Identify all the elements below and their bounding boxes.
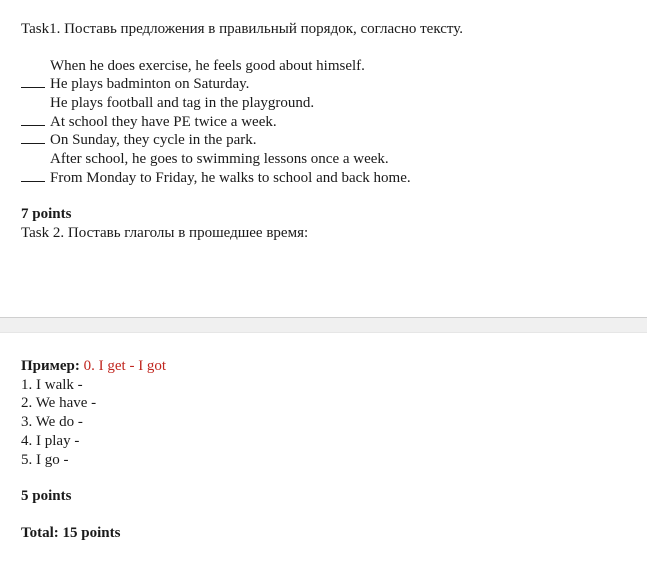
task1-title: Task1. Поставь предложения в правильный порядок, согласно тексту. [21, 21, 464, 37]
task1-sentence-1 [21, 57, 365, 75]
task2-item-4: 4. I play - [21, 433, 80, 449]
task2-item-1: 1. I walk - [21, 377, 83, 393]
sentence-text: At school they have PE twice a week. [50, 114, 277, 130]
answer-blank[interactable] [21, 169, 45, 182]
task2-item-5: 5. I go - [21, 452, 69, 468]
task1-sentence-7 [21, 169, 411, 187]
answer-blank[interactable] [21, 75, 45, 88]
task2-item-2: 2. We have - [21, 395, 97, 411]
sentence-text: After school, he goes to swimming lessons once a week. [50, 151, 389, 167]
task1-sentence-5 [21, 131, 256, 149]
sentence-text: He plays badminton on Saturday. [50, 76, 250, 92]
task1-sentence-2 [21, 75, 249, 93]
answer-blank[interactable] [21, 131, 45, 144]
task2-title: Task 2. Поставь глаголы в прошедшее время: [21, 225, 309, 241]
task2-item-3: 3. We do - [21, 414, 83, 430]
sentence-text: When he does exercise, he feels good about himself. [50, 58, 365, 74]
total-points: Total: 15 points [21, 525, 121, 541]
task2-points: 5 points [21, 488, 72, 504]
answer-blank[interactable] [21, 113, 45, 126]
task1-sentence-3 [21, 94, 314, 112]
example-value: 0. I get - I got [83, 358, 167, 374]
task1-sentence-6 [21, 150, 389, 168]
task2-example [21, 357, 166, 375]
task1-sentence-4 [21, 113, 277, 131]
sentence-text: On Sunday, they cycle in the park. [50, 132, 257, 148]
sentence-text: From Monday to Friday, he walks to school and back home. [50, 170, 411, 186]
example-label: Пример: [21, 358, 80, 374]
task1-points: 7 points [21, 206, 72, 222]
sentence-text: He plays football and tag in the playground. [50, 95, 315, 111]
page-break-divider [0, 317, 647, 333]
